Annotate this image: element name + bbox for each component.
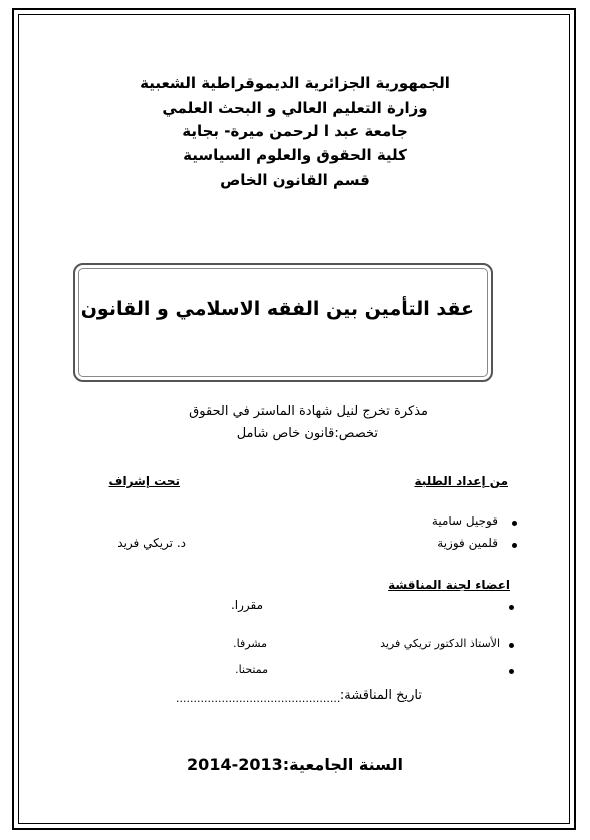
bullet — [509, 605, 514, 610]
committee-member-2-name: الأستاذ الدكتور تريكي فريد — [380, 637, 500, 650]
supervision-label: تحت إشراف — [108, 474, 180, 488]
bullet — [512, 543, 517, 548]
header-department: قسم القانون الخاص — [220, 171, 370, 189]
committee-member-1-role: مقررا. — [230, 598, 263, 612]
title-box — [73, 263, 493, 382]
header-republic: الجمهورية الجزائرية الديموقراطية الشعبية — [140, 74, 450, 92]
committee-member-2-role: مشرفا. — [233, 637, 267, 650]
header-ministry: وزارة التعليم العالي و البحث العلمي — [162, 99, 428, 117]
thesis-title: عقد التأمين بين الفقه الاسلامي و القانون — [80, 298, 474, 320]
student-name-2: قلمين فوزية — [437, 536, 498, 550]
bullet — [509, 669, 514, 674]
students-label: من إعداد الطلبة — [414, 474, 508, 488]
header-faculty: كلية الحقوق والعلوم السياسية — [183, 146, 407, 164]
student-name-1: قوجيل سامية — [431, 514, 498, 528]
defense-date-label: تاريخ المناقشة: — [339, 688, 422, 703]
degree-line: مذكرة تخرج لنيل شهادة الماستر في الحقوق — [189, 404, 428, 419]
committee-member-3-role: ممتحنا. — [235, 663, 268, 676]
defense-date-placeholder: ............................................... — [176, 692, 341, 705]
bullet — [512, 521, 517, 526]
supervisor-name: د. تريكي فريد — [117, 536, 186, 550]
bullet — [509, 643, 514, 648]
academic-year: السنة الجامعية:2013-2014 — [187, 755, 403, 774]
header-university: جامعة عبد ا لرحمن ميرة- بجاية — [182, 122, 408, 140]
specialty-line: تخصص:قانون خاص شامل — [236, 426, 378, 441]
committee-label: اعضاء لجنة المناقشة — [388, 578, 510, 592]
